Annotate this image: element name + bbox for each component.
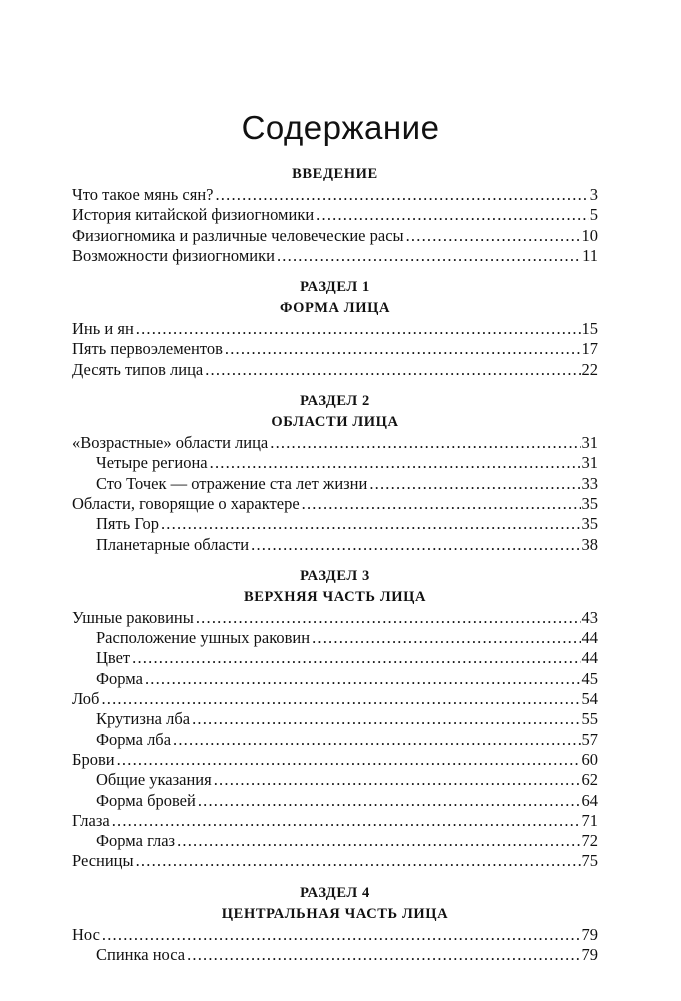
toc-page-number: 45	[581, 668, 598, 688]
toc-entry-label: Десять типов лица	[72, 359, 204, 379]
toc-page-number: 33	[581, 473, 598, 493]
dot-leader	[302, 494, 581, 514]
toc-page-number: 22	[581, 359, 598, 379]
dot-leader	[205, 360, 580, 380]
dot-leader	[406, 226, 581, 246]
dot-leader	[192, 709, 580, 729]
dot-leader	[112, 811, 581, 831]
dot-leader	[196, 608, 581, 628]
toc-entry[interactable]	[72, 226, 598, 246]
toc-section	[72, 391, 598, 555]
toc-page-number: 44	[581, 628, 598, 648]
toc-page-number: 31	[581, 433, 598, 453]
toc-entry[interactable]	[72, 360, 598, 380]
toc-entry-label: Сто Точек — отражение ста лет жизни	[96, 473, 368, 493]
dot-leader	[316, 205, 589, 225]
dot-leader	[225, 339, 581, 359]
dot-leader	[277, 246, 581, 266]
toc-entry-label: Лоб	[72, 689, 100, 709]
toc-entry[interactable]	[72, 851, 598, 871]
toc-entry-label: Форма лба	[96, 729, 172, 749]
toc-page-number: 38	[581, 534, 598, 554]
toc-subentry[interactable]	[72, 535, 598, 555]
dot-leader	[145, 669, 581, 689]
toc-entry-label: Форма бровей	[96, 790, 196, 810]
toc-entry-label: Возможности физиогномики	[72, 245, 275, 265]
dot-leader	[136, 319, 581, 339]
dot-leader	[215, 185, 588, 205]
dot-leader	[251, 535, 580, 555]
toc-subentry[interactable]	[72, 648, 598, 668]
dot-leader	[102, 925, 581, 945]
dot-leader	[177, 831, 580, 851]
toc-entry-label: Пять Гор	[96, 514, 159, 534]
toc-page-number: 75	[581, 851, 598, 871]
toc-section	[72, 566, 598, 872]
dot-leader	[312, 628, 580, 648]
toc-subentry[interactable]	[72, 831, 598, 851]
toc-entry[interactable]	[72, 246, 598, 266]
dot-leader	[173, 730, 580, 750]
toc-page-number: 54	[581, 689, 598, 709]
toc-entry-label: Ушные раковины	[72, 607, 194, 627]
table-of-contents	[72, 164, 598, 965]
toc-entry[interactable]	[72, 750, 598, 770]
toc-page-number: 11	[582, 245, 598, 265]
toc-page-number: 17	[581, 339, 598, 359]
dot-leader	[270, 433, 580, 453]
section-number-heading: РАЗДЕЛ 4	[300, 884, 370, 901]
dot-leader	[214, 770, 581, 790]
toc-entry-label: Цвет	[96, 648, 131, 668]
toc-page-number: 3	[589, 185, 598, 204]
toc-page-number: 5	[589, 205, 598, 225]
section-title-heading: ОБЛАСТИ ЛИЦА	[271, 414, 399, 431]
toc-subentry[interactable]	[72, 474, 598, 494]
toc-entry[interactable]	[72, 608, 598, 628]
toc-entry-label: Расположение ушных раковин	[96, 628, 311, 648]
toc-page-number: 43	[581, 607, 598, 627]
toc-entry-label: Спинка носа	[96, 945, 186, 965]
toc-page-number: 72	[581, 831, 598, 851]
toc-page-number: 79	[581, 924, 598, 944]
toc-entry-label: История китайской физиогномики	[72, 205, 315, 225]
toc-entry[interactable]	[72, 433, 598, 453]
toc-subentry[interactable]	[72, 628, 598, 648]
toc-subentry[interactable]	[72, 770, 598, 790]
toc-page-number: 64	[581, 790, 598, 810]
dot-leader	[210, 453, 581, 473]
dot-leader	[136, 851, 581, 871]
toc-entry-label: Глаза	[72, 810, 110, 830]
toc-entry[interactable]	[72, 811, 598, 831]
toc-subentry[interactable]	[72, 669, 598, 689]
dot-leader	[101, 689, 580, 709]
toc-page-number: 35	[581, 493, 598, 513]
toc-subentry[interactable]	[72, 709, 598, 729]
toc-entry-label: Физиогномика и различные человеческие расы	[72, 225, 404, 245]
section-number-heading: РАЗДЕЛ 1	[300, 279, 370, 296]
dot-leader	[132, 648, 580, 668]
toc-page-number: 57	[581, 729, 598, 749]
section-title-heading: ВЕРХНЯЯ ЧАСТЬ ЛИЦА	[243, 588, 427, 605]
toc-entry[interactable]	[72, 689, 598, 709]
toc-subentry[interactable]	[72, 453, 598, 473]
page-title: Содержание	[241, 109, 440, 146]
dot-leader	[117, 750, 581, 770]
toc-entry-label: Четыре региона	[96, 453, 208, 473]
toc-entry-label: Форма глаз	[96, 831, 176, 851]
toc-page-number: 71	[581, 810, 598, 830]
toc-entry-label: Нос	[72, 924, 100, 944]
toc-entry-label: Общие указания	[96, 770, 212, 790]
section-title-heading: ФОРМА ЛИЦА	[279, 300, 391, 317]
toc-subentry[interactable]	[72, 730, 598, 750]
dot-leader	[198, 791, 581, 811]
toc-page-number: 62	[581, 770, 598, 790]
toc-subentry[interactable]	[72, 514, 598, 534]
toc-entry-label: Области, говорящие о характере	[72, 493, 300, 513]
toc-section	[72, 883, 598, 966]
toc-page-number: 79	[581, 945, 598, 965]
toc-entry-label: Планетарные области	[96, 534, 250, 554]
section-title-heading: ВВЕДЕНИЕ	[292, 166, 378, 182]
toc-page-number: 31	[581, 453, 598, 473]
toc-entry-label: Что такое мянь сян?	[72, 185, 214, 204]
toc-subentry[interactable]	[72, 945, 598, 965]
toc-entry-label: Ресницы	[72, 851, 134, 871]
section-title-heading: ЦЕНТРАЛЬНАЯ ЧАСТЬ ЛИЦА	[221, 905, 449, 922]
toc-entry-label: Брови	[72, 749, 115, 769]
dot-leader	[161, 514, 581, 534]
section-number-heading: РАЗДЕЛ 3	[300, 567, 370, 584]
toc-entry-label: Форма	[96, 668, 143, 688]
toc-section	[72, 164, 598, 266]
toc-entry-label: Пять первоэлементов	[72, 339, 223, 359]
toc-section	[72, 277, 598, 380]
toc-entry[interactable]	[72, 494, 598, 514]
section-number-heading: РАЗДЕЛ 2	[300, 393, 370, 410]
toc-entry[interactable]	[72, 925, 598, 945]
toc-entry[interactable]	[72, 339, 598, 359]
toc-entry[interactable]	[72, 319, 598, 339]
toc-entry[interactable]	[72, 205, 598, 225]
dot-leader	[369, 474, 580, 494]
toc-page-number: 60	[581, 749, 598, 769]
toc-subentry[interactable]	[72, 791, 598, 811]
toc-page-number: 55	[581, 709, 598, 729]
toc-entry-label: «Возрастные» области лица	[72, 433, 269, 453]
toc-entry[interactable]	[72, 185, 598, 205]
toc-page-number: 35	[581, 514, 598, 534]
toc-page-number: 15	[581, 319, 598, 339]
toc-entry-label: Инь и ян	[72, 319, 134, 339]
dot-leader	[187, 945, 580, 965]
toc-entry-label: Крутизна лба	[96, 709, 191, 729]
toc-page-number: 44	[581, 648, 598, 668]
toc-page-number: 10	[581, 225, 598, 245]
